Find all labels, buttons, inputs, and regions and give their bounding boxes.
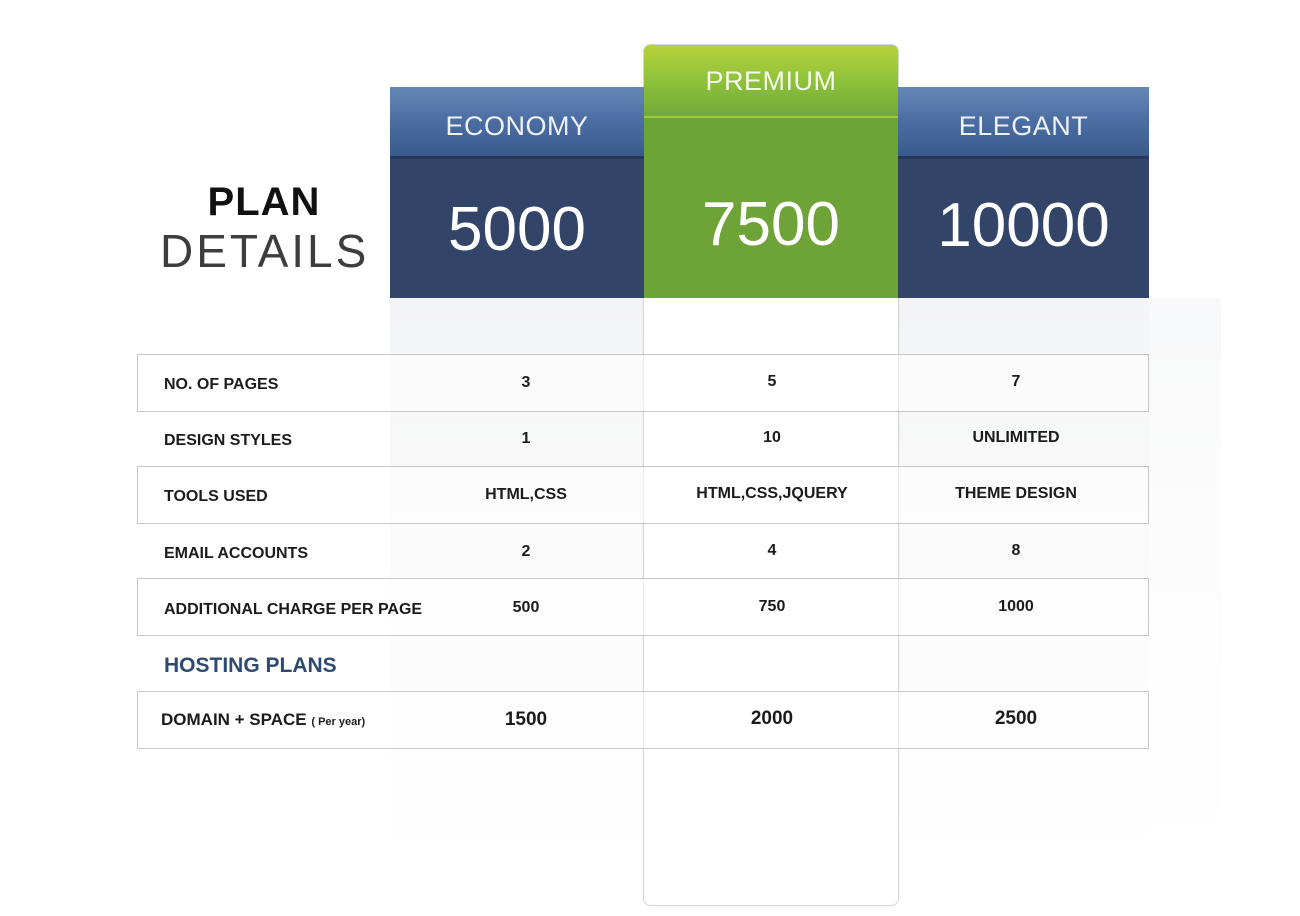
elegant-design-value: UNLIMITED [972, 429, 1060, 446]
elegant-price: 10000 [898, 156, 1149, 298]
elegant-tools-value: THEME DESIGN [955, 485, 1077, 502]
premium-pages-value: 5 [767, 373, 777, 390]
economy-domain-value: 1500 [504, 709, 548, 730]
elegant-email-value: 8 [1011, 542, 1021, 559]
economy-header[interactable]: ECONOMY [390, 87, 644, 156]
economy-charge-value: 500 [512, 599, 540, 616]
row-label-domain-space [161, 710, 365, 730]
row-label-additional-charge: ADDITIONAL CHARGE PER PAGE [164, 601, 423, 618]
elegant-domain-value: 2500 [994, 708, 1038, 729]
elegant-charge-value: 1000 [998, 598, 1034, 615]
per-year-note: ( Per year) [311, 716, 366, 728]
row-label-design-styles: DESIGN STYLES [164, 432, 293, 449]
premium-email-value: 4 [767, 542, 777, 559]
elegant-pages-value: 7 [1011, 373, 1021, 390]
row-label-pages: NO. OF PAGES [164, 376, 279, 393]
premium-charge-value: 750 [758, 598, 786, 615]
right-edge-shade [1149, 298, 1221, 864]
premium-header[interactable]: PREMIUM [644, 45, 898, 116]
economy-pages-value: 3 [521, 374, 531, 391]
economy-price: 5000 [390, 156, 644, 298]
premium-domain-value: 2000 [750, 708, 794, 729]
economy-tools-value: HTML,CSS [485, 486, 567, 503]
row-label-email: EMAIL ACCOUNTS [164, 545, 308, 562]
economy-design-value: 1 [521, 430, 531, 447]
hosting-plans-heading: HOSTING PLANS [164, 654, 337, 677]
details-title: DETAILS [160, 225, 370, 277]
row-label-tools: TOOLS USED [164, 488, 268, 505]
plan-title: PLAN [207, 180, 321, 224]
premium-design-value: 10 [763, 429, 781, 446]
domain-space-label: DOMAIN + SPACE [161, 710, 307, 729]
economy-email-value: 2 [521, 543, 531, 560]
premium-tools-value: HTML,CSS,JQUERY [696, 485, 848, 502]
elegant-header[interactable]: ELEGANT [898, 87, 1149, 156]
premium-price: 7500 [644, 118, 898, 298]
